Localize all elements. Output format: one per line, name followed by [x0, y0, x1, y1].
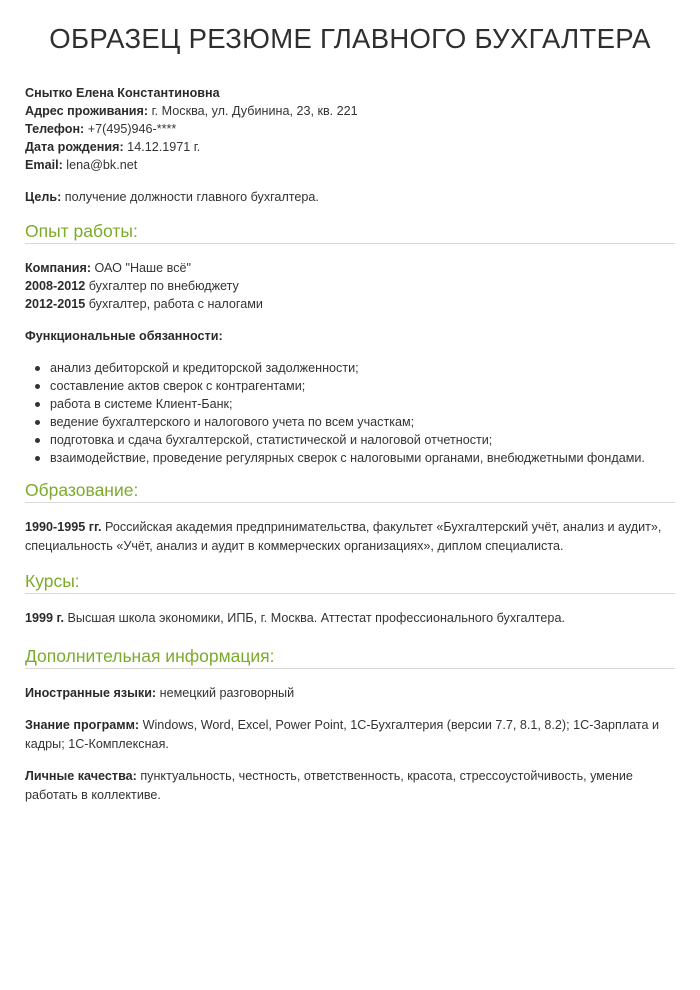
- course-entry: [25, 609, 675, 628]
- company-value: ОАО "Наше всё": [91, 261, 191, 275]
- goal-label: Цель:: [25, 190, 62, 204]
- company-label: Компания:: [25, 261, 92, 275]
- contact-block: [25, 84, 675, 174]
- languages-value: немецкий разговорный: [156, 685, 295, 700]
- list-item: взаимодействие, проведение регулярных сверок с налоговыми органами, внебюджетными фондами.: [50, 449, 675, 467]
- additional-heading: Дополнительная информация:: [25, 645, 675, 669]
- goal-value: получение должности главного бухгалтера.: [61, 190, 319, 204]
- position-years: 2012-2015: [25, 297, 86, 311]
- list-item: ведение бухгалтерского и налогового учета по всем участкам;: [50, 413, 675, 431]
- education-heading: Образование:: [25, 479, 675, 503]
- experience-heading: Опыт работы:: [25, 220, 675, 244]
- languages-label: Иностранные языки:: [25, 685, 157, 700]
- position: [25, 277, 675, 295]
- birth-date-label: Дата рождения:: [25, 140, 124, 154]
- contact-email: [25, 156, 675, 174]
- qualities-value: пунктуальность, честность, ответственность, красота, стрессоустойчивость, умение работать в коллективе.: [25, 769, 633, 802]
- list-item: подготовка и сдача бухгалтерской, статистической и налоговой отчетности;: [50, 431, 675, 449]
- email-value: lena@bk.net: [62, 158, 138, 172]
- course-text: Высшая школа экономики, ИПБ, г. Москва. Аттестат профессионального бухгалтера.: [64, 611, 565, 625]
- personal-qualities: [25, 767, 675, 804]
- position-text: бухгалтер, работа с налогами: [85, 297, 263, 311]
- education-text: Российская академия предпринимательства, факультет «Бухгалтерский учёт, анализ и аудит», специальность «Учёт, анализ и аудит в коммерческих организациях», диплом специалиста.: [25, 520, 662, 553]
- page-title: ОБРАЗЕЦ РЕЗЮМЕ ГЛАВНОГО БУХГАЛТЕРА: [49, 23, 651, 54]
- phone-label: Телефон:: [25, 122, 85, 136]
- software-label: Знание программ:: [25, 718, 140, 732]
- full-name: Снытко Елена Константиновна: [25, 86, 220, 100]
- contact-address: [25, 102, 675, 120]
- address-label: Адрес проживания:: [25, 104, 149, 118]
- software: [25, 716, 675, 753]
- position-text: бухгалтер по внебюджету: [85, 279, 239, 293]
- education-years: 1990-1995 гг.: [25, 520, 102, 534]
- position-years: 2008-2012: [25, 279, 86, 293]
- duties-label: Функциональные обязанности:: [25, 329, 223, 343]
- contact-phone: [25, 120, 675, 138]
- languages: [25, 684, 675, 703]
- company: [25, 259, 675, 277]
- courses-heading: Курсы:: [25, 570, 675, 594]
- email-label: Email:: [25, 158, 63, 172]
- software-value: Windows, Word, Excel, Power Point, 1С-Бухгалтерия (версии 7.7, 8.1, 8.2); 1С-Зарплата и кадры; 1С-Комплексная.: [25, 718, 660, 751]
- contact-name: [25, 84, 675, 102]
- course-year: 1999 г.: [25, 611, 64, 625]
- duties-list: [25, 359, 675, 467]
- birth-date-value: 14.12.1971 г.: [123, 140, 201, 154]
- goal: [25, 188, 675, 206]
- address-value: г. Москва, ул. Дубинина, 23, кв. 221: [148, 104, 358, 118]
- list-item: работа в системе Клиент-Банк;: [50, 395, 675, 413]
- duties-heading: [25, 327, 675, 345]
- education-entry: [25, 518, 675, 555]
- contact-birth-date: [25, 138, 675, 156]
- qualities-label: Личные качества:: [25, 769, 137, 783]
- phone-value: +7(495)946-****: [84, 122, 177, 136]
- list-item: составление актов сверок с контрагентами;: [50, 377, 675, 395]
- list-item: анализ дебиторской и кредиторской задолженности;: [50, 359, 675, 377]
- position: [25, 295, 675, 313]
